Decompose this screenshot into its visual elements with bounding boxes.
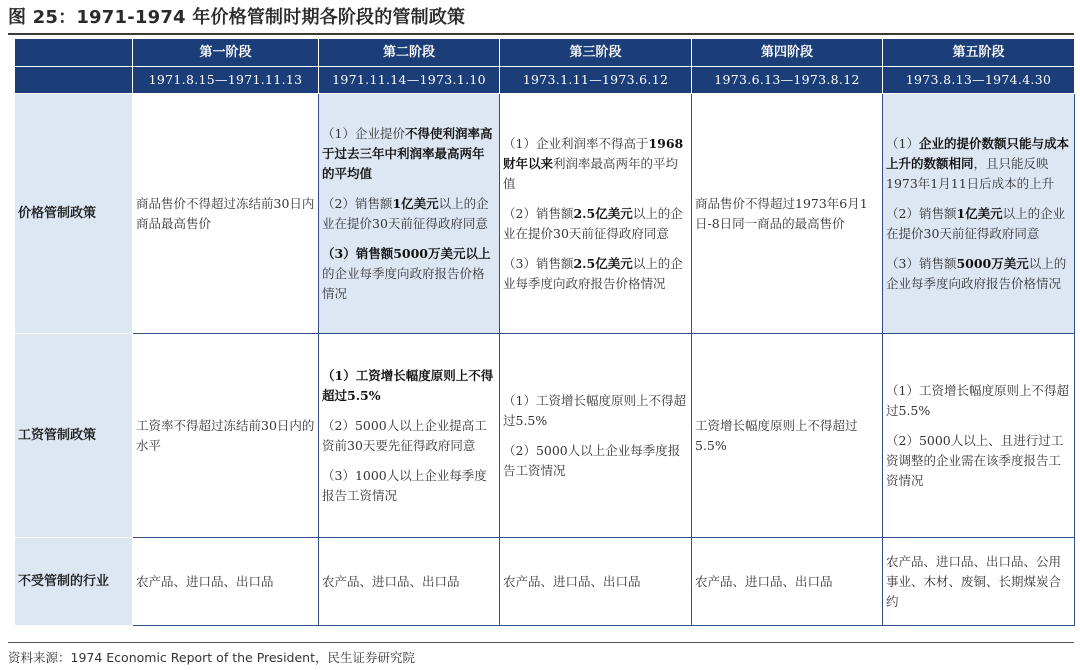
wage-s3-item-1: （1）工资增长幅度原则上不得超过5.5% <box>503 392 686 428</box>
row-label-exempt: 不受管制的行业 <box>15 538 133 626</box>
source-note: 资料来源：1974 Economic Report of the President，民生证券研究院 <box>8 650 415 665</box>
exempt-cell-stage-2: 农产品、进口品、出口品 <box>319 538 500 626</box>
figure-title: 图 25：1971-1974 年价格管制时期各阶段的管制政策 <box>8 7 466 28</box>
exempt-cell-stage-5: 农产品、进口品、出口品、公用事业、木材、废铜、长期煤炭合约 <box>883 538 1075 626</box>
price-s5-item-3: （3）销售额5000万美元以上的企业每季度向政府报告价格情况 <box>886 255 1067 291</box>
wage-s5-item-2: （2）5000人以上、且进行过工资调整的企业需在该季度报告工资情况 <box>886 432 1064 488</box>
header-stage-3: 第三阶段 <box>500 39 692 67</box>
date-stage-5: 1973.8.13—1974.4.30 <box>883 67 1075 94</box>
price-cell-stage-3 <box>500 94 692 334</box>
header-stage-5: 第五阶段 <box>883 39 1075 67</box>
date-stage-1: 1971.8.15—1971.11.13 <box>133 67 319 94</box>
wage-cell-stage-5 <box>883 334 1075 538</box>
header-stage-2: 第二阶段 <box>319 39 500 67</box>
price-s5-item-1: （1）企业的提价数额只能与成本上升的数额相同，且只能反映1973年1月11日后成本的上升 <box>886 135 1069 191</box>
wage-cell-stage-4: 工资增长幅度原则上不得超过5.5% <box>692 334 883 538</box>
row-label-wage: 工资管制政策 <box>15 334 133 538</box>
wage-s2-item-2: （2）5000人以上企业提高工资前30天要先征得政府同意 <box>322 417 487 453</box>
price-cell-stage-1: 商品售价不得超过冻结前30日内商品最高售价 <box>133 94 319 334</box>
wage-s2-item-3: （3）1000人以上企业每季度报告工资情况 <box>322 467 487 503</box>
exempt-cell-stage-4: 农产品、进口品、出口品 <box>692 538 883 626</box>
date-stage-2: 1971.11.14—1973.1.10 <box>319 67 500 94</box>
exempt-row <box>15 538 1075 626</box>
source-divider <box>8 642 1074 643</box>
wage-s5-item-1: （1）工资增长幅度原则上不得超过5.5% <box>886 382 1069 418</box>
price-cell-stage-2 <box>319 94 500 334</box>
wage-cell-stage-3 <box>500 334 692 538</box>
exempt-cell-stage-1: 农产品、进口品、出口品 <box>133 538 319 626</box>
header-stage-1: 第一阶段 <box>133 39 319 67</box>
price-row <box>15 94 1075 334</box>
date-corner <box>15 67 133 94</box>
price-s3-item-3: （3）销售额2.5亿美元以上的企业每季度向政府报告价格情况 <box>503 255 683 291</box>
date-row <box>15 67 1075 94</box>
price-s2-item-1: （1）企业提价不得使利润率高于过去三年中利润率最高两年的平均值 <box>322 125 493 181</box>
price-s5-item-2: （2）销售额1亿美元以上的企业在提价30天前征得政府同意 <box>886 205 1066 241</box>
header-corner <box>15 39 133 67</box>
price-cell-stage-5 <box>883 94 1075 334</box>
title-divider <box>8 33 1074 35</box>
price-s3-item-2: （2）销售额2.5亿美元以上的企业在提价30天前征得政府同意 <box>503 205 683 241</box>
wage-row <box>15 334 1075 538</box>
price-s2-item-3: （3）销售额5000万美元以上的企业每季度向政府报告价格情况 <box>322 245 491 301</box>
row-label-price: 价格管制政策 <box>15 94 133 334</box>
header-row <box>15 39 1075 67</box>
policy-table <box>14 38 1075 626</box>
date-stage-3: 1973.1.11—1973.6.12 <box>500 67 692 94</box>
wage-s3-item-2: （2）5000人以上企业每季度报告工资情况 <box>503 442 681 478</box>
price-s2-item-2: （2）销售额1亿美元以上的企业在提价30天前征得政府同意 <box>322 195 489 231</box>
wage-cell-stage-1: 工资率不得超过冻结前30日内的水平 <box>133 334 319 538</box>
price-cell-stage-4: 商品售价不得超过1973年6月1日-8日同一商品的最高售价 <box>692 94 883 334</box>
price-s3-item-1: （1）企业利润率不得高于1968财年以来利润率最高两年的平均值 <box>503 135 684 191</box>
wage-cell-stage-2 <box>319 334 500 538</box>
header-stage-4: 第四阶段 <box>692 39 883 67</box>
exempt-cell-stage-3: 农产品、进口品、出口品 <box>500 538 692 626</box>
wage-s2-item-1: （1）工资增长幅度原则上不得超过5.5% <box>322 367 494 403</box>
date-stage-4: 1973.6.13—1973.8.12 <box>692 67 883 94</box>
